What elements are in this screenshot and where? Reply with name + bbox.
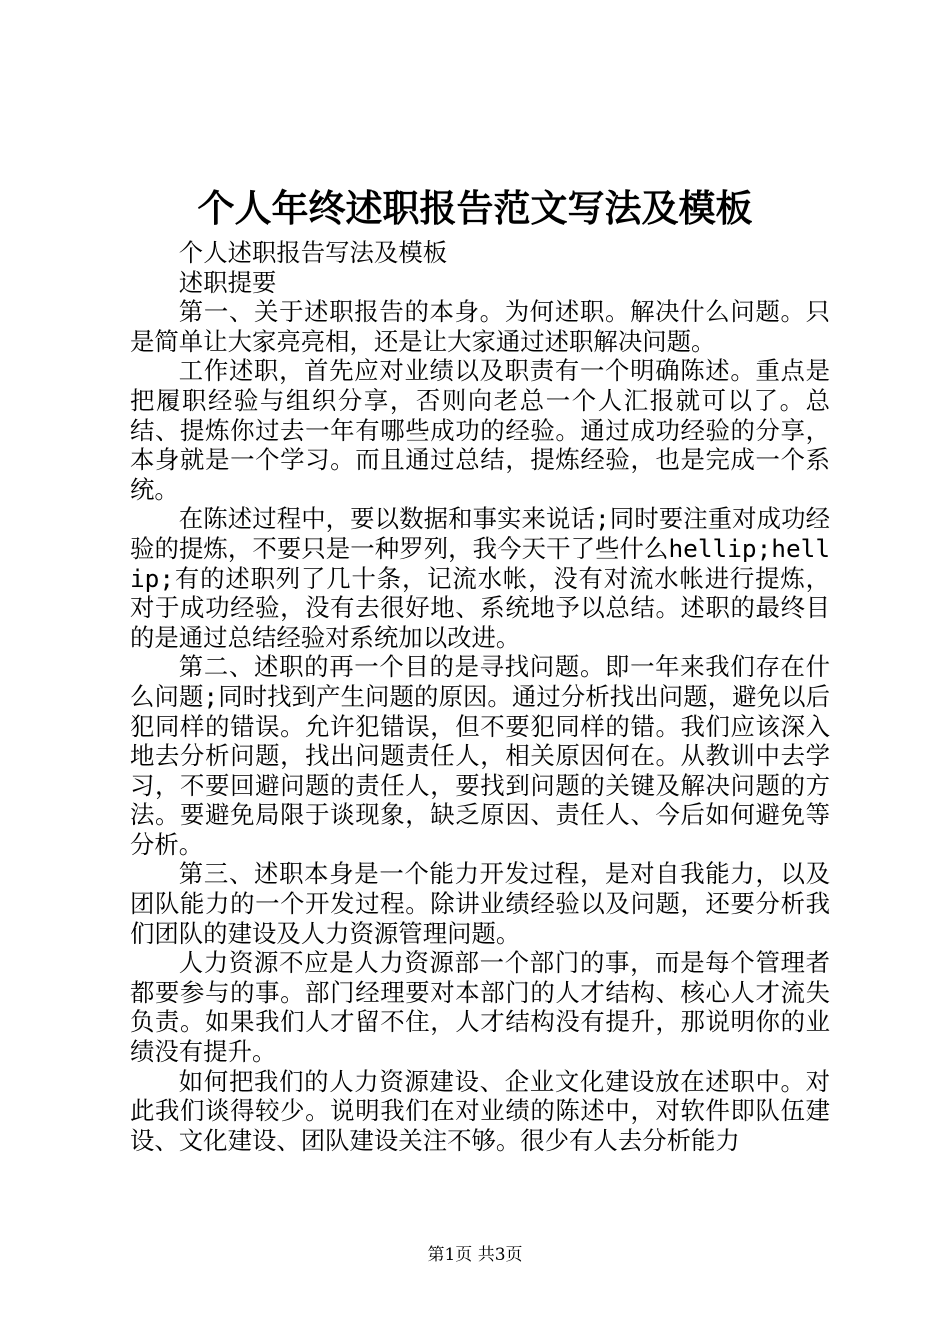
document-title: 个人年终述职报告范文写法及模板	[197, 186, 753, 230]
body-paragraph: 人力资源不应是人力资源部一个部门的事，而是每个管理者都要参与的事。部门经理要对本部门的人才结构、核心人才流失负责。如果我们人才留不住，人才结构没有提升，那说明你的业绩没有提升。	[130, 948, 830, 1067]
body-paragraph: 工作述职，首先应对业绩以及职责有一个明确陈述。重点是把履职经验与组织分享，否则向老总一个人汇报就可以了。总结、提炼你过去一年有哪些成功的经验。通过成功经验的分享，本身就是一个学习。而且通过总结，提炼经验，也是完成一个系统。	[130, 356, 830, 504]
section-heading-paragraph: 述职提要	[178, 267, 277, 297]
page-footer: 第1页 共3页	[427, 1245, 523, 1265]
body-paragraph: 第三、述职本身是一个能力开发过程，是对自我能力，以及团队能力的一个开发过程。除讲业绩经验以及问题，还要分析我们团队的建设及人力资源管理问题。	[130, 859, 830, 948]
body-paragraph: 在陈述过程中，要以数据和事实来说话;同时要注重对成功经验的提炼，不要只是一种罗列，我今天干了些什么hellip;hellip;有的述职列了几十条，记流水帐，没有对流水帐进行提炼，对于成功经验，没有去很好地、系统地予以总结。述职的最终目的是通过总结经验对系统加以改进。	[130, 504, 830, 652]
document-body	[130, 238, 830, 1155]
body-paragraph: 第二、述职的再一个目的是寻找问题。即一年来我们存在什么问题;同时找到产生问题的原因。通过分析找出问题，避免以后犯同样的错误。允许犯错误，但不要犯同样的错。我们应该深入地去分析问题，找出问题责任人，相关原因何在。从教训中去学习，不要回避问题的责任人，要找到问题的关键及解决问题的方法。要避免局限于谈现象，缺乏原因、责任人、今后如何避免等分析。	[130, 652, 830, 859]
body-paragraph: 如何把我们的人力资源建设、企业文化建设放在述职中。对此我们谈得较少。说明我们在对业绩的陈述中，对软件即队伍建设、文化建设、团队建设关注不够。很少有人去分析能力	[130, 1066, 830, 1155]
subtitle-paragraph: 个人述职报告写法及模板	[178, 238, 448, 267]
body-paragraph: 第一、关于述职报告的本身。为何述职。解决什么问题。只是简单让大家亮亮相，还是让大家通过述职解决问题。	[130, 297, 830, 356]
